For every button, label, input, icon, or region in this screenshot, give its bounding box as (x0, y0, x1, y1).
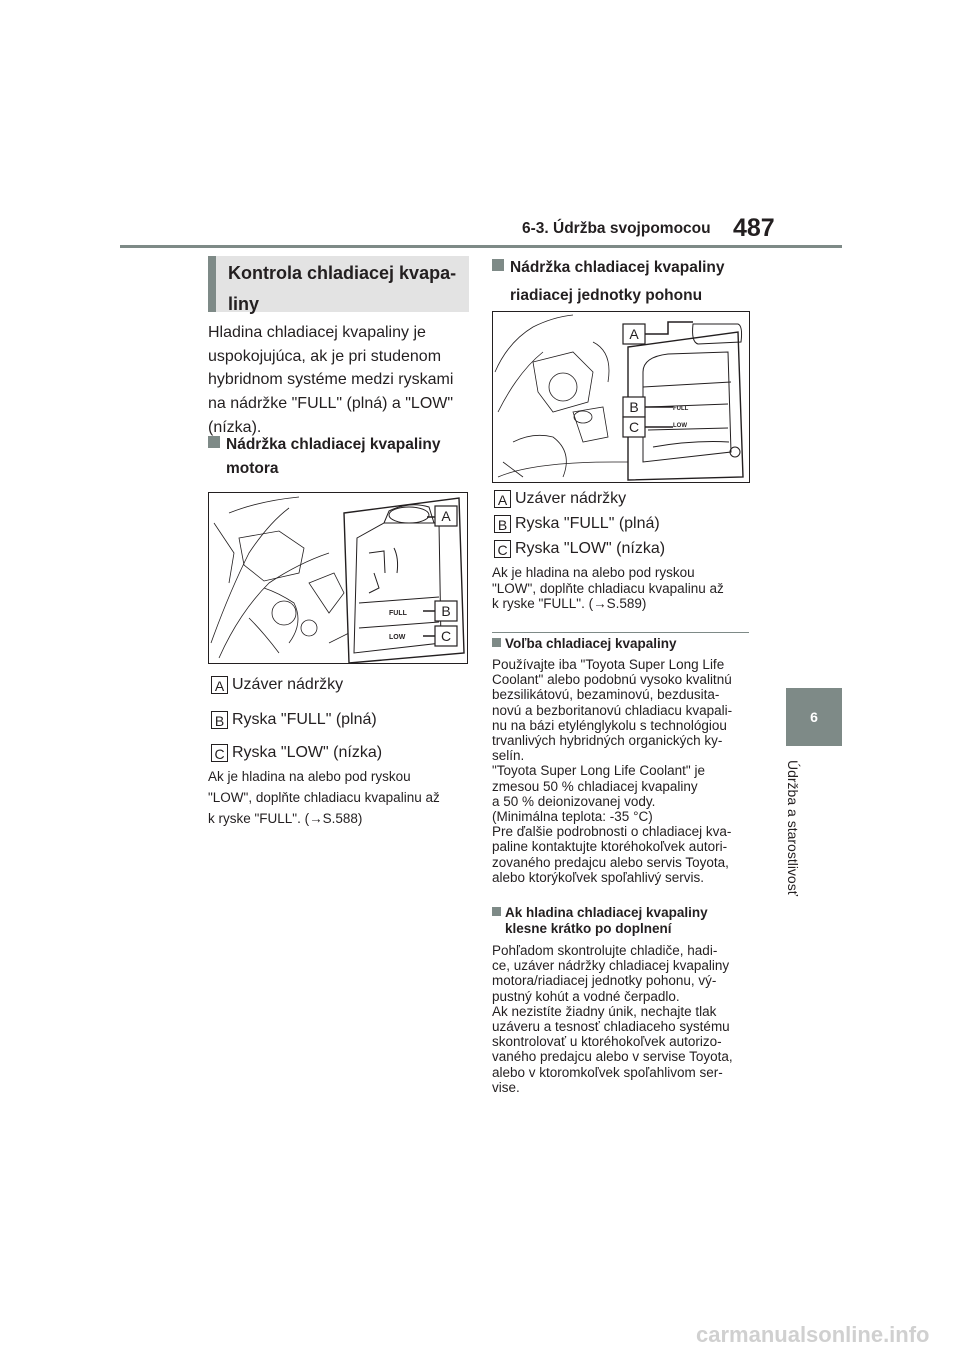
note-line: k ryske "FULL". (→S.588) (208, 811, 363, 826)
full-mark: FULL (673, 406, 689, 412)
legend-item (494, 489, 665, 509)
coolant-choice-text (492, 657, 754, 885)
legend-item (494, 514, 665, 534)
engine-tank-heading-line: Nádržka chladiacej kvapaliny (226, 436, 441, 453)
square-bullet-icon (208, 436, 220, 448)
low-mark: LOW (389, 634, 406, 641)
legend-text: Uzáver nádržky (232, 676, 344, 693)
engine-tank-legend (211, 675, 382, 763)
text-line: Pohľadom skontrolujte chladiče, hadi- (492, 943, 718, 958)
text-line: novú a bezboritanovú chladiacu kvapali- (492, 702, 733, 718)
note-line: "LOW", doplňte chladiacu kvapalinu až (208, 790, 440, 805)
chapter-label-text: Údržba a starostlivosť (785, 760, 801, 896)
text-line: Coolant" alebo podobnú vysoko kvalitnú (492, 672, 732, 688)
low-level-block (492, 905, 754, 1095)
legend-item (211, 710, 382, 730)
legend-letter: C (211, 744, 228, 762)
text-line: uzáveru a tesnosť chladiaceho systému (492, 1019, 730, 1035)
intro-line: hybridnom systéme medzi ryskami (208, 371, 454, 389)
full-mark: FULL (389, 610, 407, 617)
header-rule (120, 245, 842, 248)
legend-text: Ryska "LOW" (nízka) (515, 540, 666, 557)
square-bullet-icon (492, 907, 501, 916)
section-header: 6-3. Údržba svojpomocou (522, 220, 711, 237)
low-level-heading-line: Ak hladina chladiacej kvapaliny (505, 905, 708, 920)
drive-tank-figure (492, 311, 750, 483)
text-line: a 50 % deionizovanej vody. (492, 793, 656, 809)
text-line: "Toyota Super Long Life Coolant" je (492, 763, 705, 779)
legend-text: Ryska "FULL" (plná) (515, 515, 660, 532)
intro-paragraph (208, 321, 470, 440)
legend-item (211, 743, 382, 763)
intro-line: (nízka). (208, 418, 262, 436)
engine-tank-note (208, 766, 470, 829)
section-title (208, 256, 469, 312)
text-line: alebo ktorýkoľvek spoľahlivý servis. (492, 869, 704, 885)
section-divider (492, 632, 749, 633)
text-line: trvanlivých hybridných organických ky- (492, 733, 723, 749)
chapter-tab: 6 (786, 688, 842, 746)
text-line: Ak nezistíte žiadny únik, nechajte tlak (492, 1003, 717, 1019)
text-line: ce, uzáver nádržky chladiacej kvapaliny (492, 958, 730, 974)
callout-b: B (629, 399, 639, 415)
legend-text: Ryska "FULL" (plná) (232, 711, 377, 728)
drive-tank-legend (494, 489, 665, 559)
callout-a: A (441, 508, 451, 524)
note-line: Ak je hladina na alebo pod ryskou (208, 769, 411, 784)
text-line: vise. (492, 1079, 520, 1095)
square-bullet-icon (492, 259, 504, 271)
legend-item (211, 675, 382, 695)
text-line: motora/riadiacej jednotky pohonu, vý- (492, 973, 717, 989)
engine-coolant-tank-illustration (209, 493, 467, 663)
legend-text: Ryska "LOW" (nízka) (232, 744, 383, 761)
note-line: k ryske "FULL". (→S.589) (492, 596, 647, 611)
section-title-line-1: Kontrola chladiacej kvapa- (228, 263, 457, 283)
engine-tank-figure (208, 492, 468, 664)
legend-letter: C (494, 540, 511, 558)
drive-tank-heading-line: Nádržka chladiacej kvapaliny (510, 259, 725, 276)
text-line: zmesou 50 % chladiacej kvapaliny (492, 778, 698, 794)
callout-a: A (629, 326, 639, 342)
low-level-text (492, 943, 754, 1095)
intro-line: uspokojujúca, ak je pri studenom (208, 347, 442, 365)
callout-b: B (441, 603, 451, 619)
drive-tank-heading (492, 256, 754, 308)
note-line: Ak je hladina na alebo pod ryskou (492, 565, 695, 580)
footer-watermark: carmanualsonline.info (696, 1322, 930, 1347)
callout-c: C (440, 628, 452, 644)
text-line: bezsilikátovú, bezaminovú, bezdusita- (492, 687, 720, 703)
coolant-choice-heading (492, 636, 754, 652)
legend-item (494, 539, 665, 559)
text-line: Používajte iba "Toyota Super Long Life (492, 657, 725, 672)
text-line: selín. (492, 748, 525, 764)
text-line: Pre ďalšie podrobnosti o chladiacej kva- (492, 824, 732, 840)
callout-c: C (628, 419, 640, 435)
drive-tank-heading-line: riadiacej jednotky pohonu (510, 287, 703, 304)
legend-letter: B (211, 711, 228, 729)
drive-unit-coolant-tank-illustration (493, 312, 749, 482)
text-line: (Minimálna teplota: -35 °C) (492, 809, 653, 825)
text-line: nu na bázi etylénglykolu s technológiou (492, 717, 727, 733)
legend-text: Uzáver nádržky (515, 490, 627, 507)
text-line: vaného predajcu alebo v servise Toyota, (492, 1049, 733, 1065)
drive-tank-note (492, 565, 754, 612)
chapter-label (783, 760, 803, 910)
engine-tank-heading-line: motora (226, 460, 279, 477)
legend-letter: A (211, 676, 228, 694)
legend-letter: B (494, 515, 511, 533)
coolant-choice-block (492, 636, 754, 885)
text-line: skontrolovať u ktoréhokoľvek autorizo- (492, 1034, 722, 1050)
text-line: paline kontaktujte ktoréhokoľvek autori- (492, 839, 728, 855)
low-level-heading-line: klesne krátko po doplnení (505, 921, 672, 936)
text-line: alebo v ktoromkoľvek spoľahlivom ser- (492, 1064, 723, 1080)
section-title-line-2: liny (228, 294, 260, 314)
text-line: zovaného predajcu alebo servis Toyota, (492, 854, 729, 870)
legend-letter: A (494, 490, 511, 508)
page-number: 487 (733, 214, 775, 242)
coolant-choice-heading-text: Voľba chladiacej kvapaliny (505, 636, 677, 651)
text-line: pustný kohút a vodné čerpadlo. (492, 988, 680, 1004)
low-level-heading (492, 905, 754, 937)
engine-tank-heading (208, 433, 470, 481)
intro-line: na nádržke "FULL" (plná) a "LOW" (208, 395, 454, 413)
note-line: "LOW", doplňte chladiacu kvapalinu až (492, 580, 724, 596)
square-bullet-icon (492, 638, 501, 647)
low-mark: LOW (673, 423, 687, 429)
intro-line: Hladina chladiacej kvapaliny je (208, 324, 426, 341)
